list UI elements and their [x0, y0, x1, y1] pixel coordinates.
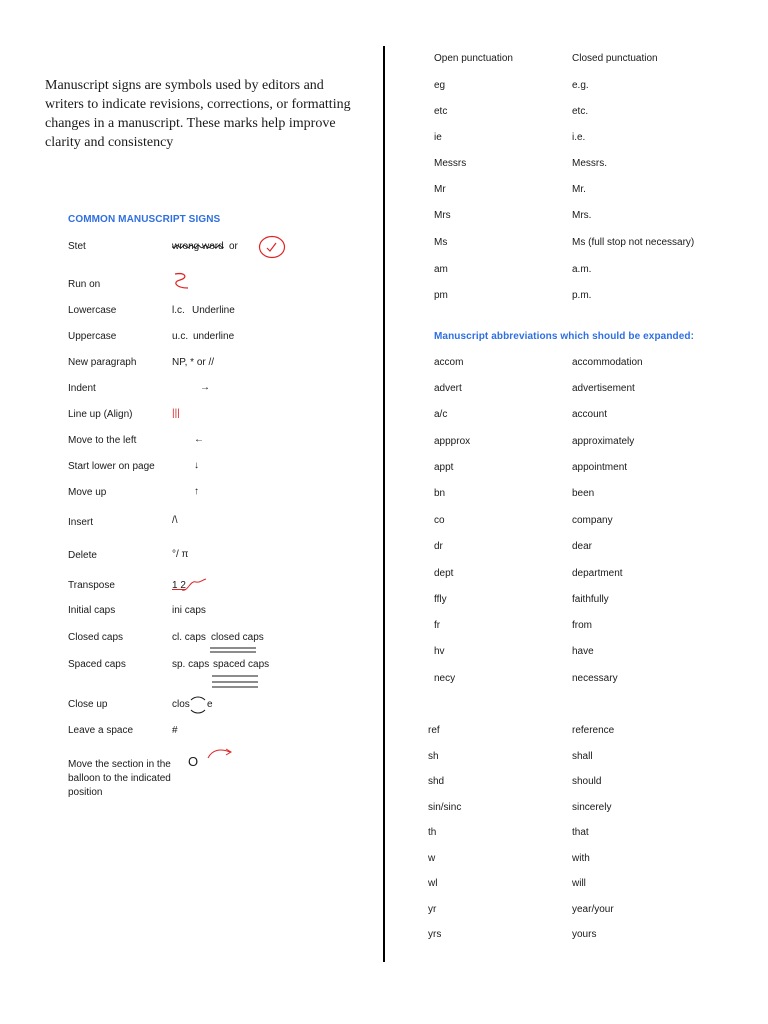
insert-caret-icon: /\ — [172, 515, 178, 526]
expansion-cell: advertisement — [572, 383, 635, 394]
sign-label: New paragraph — [68, 357, 137, 368]
open-cell: am — [434, 264, 448, 275]
sign-label: Delete — [68, 550, 97, 561]
abbrev-cell: th — [428, 827, 437, 838]
close-up-arcs-icon — [189, 695, 207, 717]
sign-mark: l.c. — [172, 305, 185, 316]
open-cell: Mrs — [434, 210, 451, 221]
arrow-left-icon: ← — [194, 434, 204, 445]
abbrev-cell: dept — [434, 568, 454, 579]
open-cell: pm — [434, 290, 448, 301]
spaced-caps-sample: spaced caps — [213, 659, 270, 670]
sign-mark: sp. caps — [172, 659, 210, 670]
closed-cell: Messrs. — [572, 158, 607, 169]
expansion-cell: necessary — [572, 673, 618, 684]
closed-cell: etc. — [572, 106, 589, 117]
closed-caps-sample: closed caps — [211, 632, 264, 643]
abbrev-cell: accom — [434, 357, 464, 368]
transpose-swirl-icon — [180, 576, 208, 594]
expansion-cell: account — [572, 409, 608, 420]
abbrev-cell: sin/sinc — [428, 802, 462, 813]
expansion-cell: reference — [572, 725, 615, 736]
open-cell: Ms — [434, 237, 448, 248]
abbrev-cell: yrs — [428, 929, 442, 940]
sign-label: Move to the left — [68, 435, 137, 446]
sign-label: Spaced caps — [68, 659, 126, 670]
punctuation-col1-header: Open punctuation — [434, 53, 513, 64]
abbrev-cell: ref — [428, 725, 440, 736]
intro-paragraph: Manuscript signs are symbols used by editors and writers to indicate revisions, corrections, or formatting changes in a manuscript. These marks help improve clarity and consistency — [45, 78, 351, 150]
closed-cell: Ms (full stop not necessary) — [572, 237, 695, 248]
sign-label: Move the section in the balloon to the indicated position — [68, 759, 171, 798]
abbrev-cell: w — [428, 853, 436, 864]
expansion-cell: been — [572, 488, 595, 499]
balloon-icon: O — [188, 754, 199, 769]
sign-mark: ini caps — [172, 605, 206, 616]
signs-heading: COMMON MANUSCRIPT SIGNS — [68, 214, 221, 225]
closed-cell: Mr. — [572, 184, 586, 195]
abbrev-cell: appprox — [434, 436, 471, 447]
stet-or: or — [229, 241, 238, 252]
abbrev-cell: yr — [428, 904, 437, 915]
sign-mark: u.c. — [172, 331, 189, 342]
sign-label: Start lower on page — [68, 461, 155, 472]
arrow-down-icon: ↓ — [194, 460, 199, 471]
align-bars-icon: ||| — [172, 408, 180, 419]
expansion-cell: should — [572, 776, 602, 787]
expansion-cell: from — [572, 620, 592, 631]
sign-mark: cl. caps — [172, 632, 206, 643]
expansion-cell: department — [572, 568, 623, 579]
expansion-cell: have — [572, 646, 594, 657]
open-cell: eg — [434, 80, 446, 91]
punctuation-col2-header: Closed punctuation — [572, 53, 658, 64]
expansion-cell: will — [572, 878, 586, 889]
arrow-right-icon: → — [200, 382, 210, 393]
lowercase-sample: Underline — [192, 305, 235, 316]
open-cell: Mr — [434, 184, 446, 195]
sign-label: Lowercase — [68, 305, 117, 316]
expansion-cell: shall — [572, 751, 593, 762]
sign-label: Line up (Align) — [68, 409, 133, 420]
abbreviations-heading: Manuscript abbreviations which should be expanded: — [434, 331, 695, 342]
expansion-cell: that — [572, 827, 589, 838]
expansion-cell: accommodation — [572, 357, 643, 368]
abbrev-cell: bn — [434, 488, 446, 499]
abbrev-cell: appt — [434, 462, 454, 473]
abbrev-cell: a/c — [434, 409, 448, 420]
expansion-cell: yours — [572, 929, 597, 940]
sign-label: Closed caps — [68, 632, 124, 643]
transpose-mark: 1 2 — [172, 580, 186, 591]
sign-label: Transpose — [68, 580, 115, 591]
sign-label: Leave a space — [68, 725, 134, 736]
closed-cell: i.e. — [572, 132, 586, 143]
abbrev-cell: co — [434, 515, 445, 526]
run-on-mark-icon — [172, 270, 192, 292]
column-divider — [383, 46, 385, 962]
abbrev-cell: wl — [428, 878, 438, 889]
open-cell: Messrs — [434, 158, 467, 169]
closed-cell: Mrs. — [572, 210, 592, 221]
sign-mark: # — [172, 725, 178, 736]
check-circle-icon — [258, 235, 286, 259]
expansion-cell: year/your — [572, 904, 614, 915]
expansion-cell: approximately — [572, 436, 635, 447]
closed-cell: e.g. — [572, 80, 589, 91]
delete-mark-icon: °/ π — [172, 549, 189, 560]
double-underline-icon — [210, 645, 256, 655]
abbrev-cell: necy — [434, 673, 456, 684]
triple-underline-icon — [212, 672, 258, 690]
closed-cell: p.m. — [572, 290, 592, 301]
expansion-cell: with — [572, 853, 590, 864]
sign-label: Stet — [68, 241, 86, 252]
abbrev-cell: advert — [434, 383, 462, 394]
abbrev-cell: ffly — [434, 594, 447, 605]
sign-mark: NP, * or // — [172, 357, 215, 368]
sign-label: Move up — [68, 487, 107, 498]
sign-label: Close up — [68, 699, 108, 710]
abbrev-cell: sh — [428, 751, 439, 762]
abbrev-cell: hv — [434, 646, 445, 657]
closed-cell: a.m. — [572, 264, 592, 275]
open-cell: etc — [434, 106, 448, 117]
uppercase-sample: underline — [193, 331, 235, 342]
expansion-cell: faithfully — [572, 594, 609, 605]
stet-sample: wrong word — [172, 241, 224, 252]
expansion-cell: sincerely — [572, 802, 612, 813]
sign-label: Insert — [68, 517, 94, 528]
abbrev-cell: fr — [434, 620, 441, 631]
sign-label: Initial caps — [68, 605, 116, 616]
close-up-mark-end: e — [207, 699, 213, 710]
sign-label: Run on — [68, 279, 101, 290]
sign-label: Indent — [68, 383, 96, 394]
close-up-mark: clos — [172, 699, 190, 710]
expansion-cell: appointment — [572, 462, 628, 473]
balloon-arrow-icon — [206, 746, 234, 762]
open-cell: ie — [434, 132, 442, 143]
abbrev-cell: shd — [428, 776, 445, 787]
arrow-up-icon: ↑ — [194, 486, 199, 497]
expansion-cell: company — [572, 515, 613, 526]
abbrev-cell: dr — [434, 541, 443, 552]
expansion-cell: dear — [572, 541, 593, 552]
sign-label: Uppercase — [68, 331, 117, 342]
